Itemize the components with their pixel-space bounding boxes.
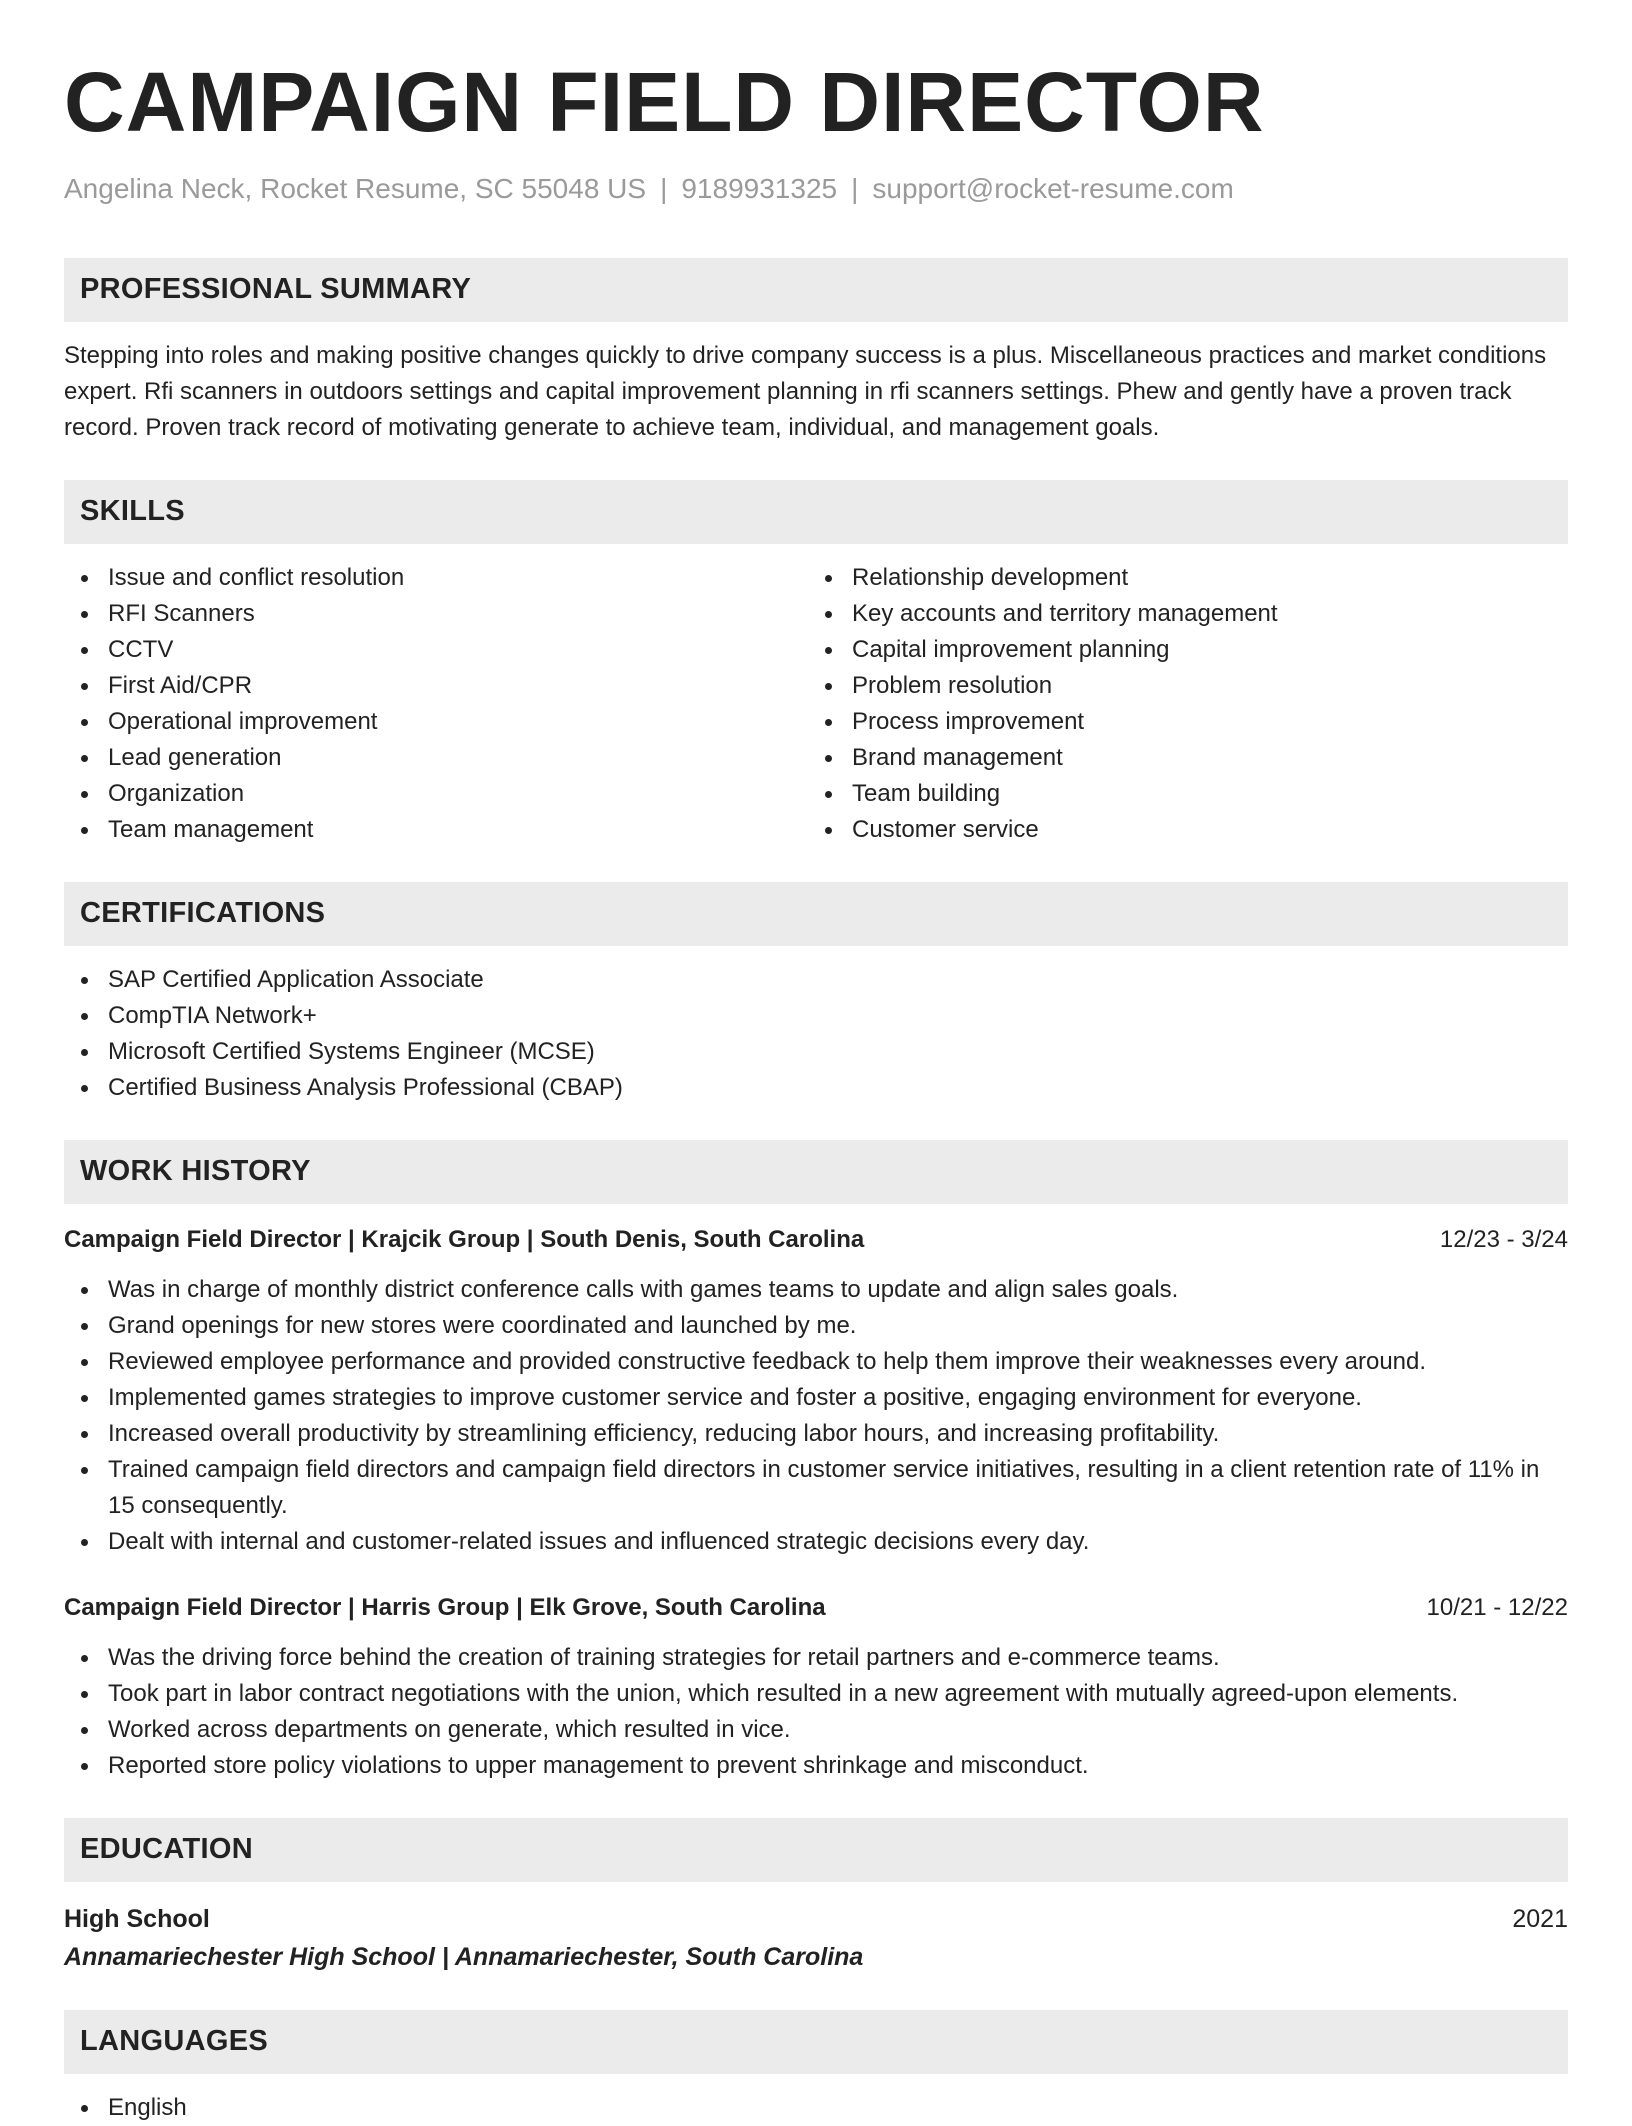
job-bullet: Took part in labor contract negotiations with the union, which resulted in a new agreement with mutually agreed-upon elements. xyxy=(64,1676,1568,1712)
job-bullet: Was the driving force behind the creation of training strategies for retail partners and e-commerce teams. xyxy=(64,1640,1568,1676)
education-header xyxy=(64,1900,1568,1938)
section-header-languages: LANGUAGES xyxy=(64,2010,1568,2074)
skill-item: Capital improvement planning xyxy=(808,632,1560,668)
education-year: 2021 xyxy=(1512,1904,1568,1933)
certification-item: Certified Business Analysis Professional (CBAP) xyxy=(64,1070,1568,1106)
skill-item: Organization xyxy=(64,776,816,812)
job-dates: 10/21 - 12/22 xyxy=(1426,1593,1568,1621)
language-item: English xyxy=(64,2090,1568,2126)
skill-item: Key accounts and territory management xyxy=(808,596,1560,632)
contact-separator: | xyxy=(851,173,859,204)
contact-address: Angelina Neck, Rocket Resume, SC 55048 US xyxy=(64,173,647,204)
contact-line xyxy=(64,172,1568,206)
skill-item: Customer service xyxy=(808,812,1560,848)
languages-list xyxy=(64,2090,1568,2126)
job-bullet: Increased overall productivity by streamlining efficiency, reducing labor hours, and increasing profitability. xyxy=(64,1416,1568,1452)
skills-list xyxy=(64,560,1568,848)
job-title: Campaign Field Director | Harris Group | Elk Grove, South Carolina xyxy=(64,1593,826,1621)
summary-text: Stepping into roles and making positive changes quickly to drive company success is a plus. Miscellaneous practices and market conditions expert. Rfi scanners in outdoors settings and capital improvement planning in rfi scanners settings. Phew and gently have a proven track record. Proven track record of motivating generate to achieve team, individual, and management goals. xyxy=(64,341,1547,441)
skill-item: First Aid/CPR xyxy=(64,668,816,704)
job-bullet: Implemented games strategies to improve customer service and foster a positive, engaging environment for everyone. xyxy=(64,1380,1568,1416)
section-header-skills: SKILLS xyxy=(64,480,1568,544)
job-bullet: Was in charge of monthly district conference calls with games teams to update and align sales goals. xyxy=(64,1272,1568,1308)
resume-title: CAMPAIGN FIELD DIRECTOR xyxy=(64,55,1265,149)
job-header xyxy=(64,1222,1568,1258)
job-bullets xyxy=(64,1640,1568,1784)
skills-column-right xyxy=(808,560,1560,848)
job-header xyxy=(64,1590,1568,1626)
skill-item: Problem resolution xyxy=(808,668,1560,704)
certifications-list xyxy=(64,962,1568,1106)
certification-item: CompTIA Network+ xyxy=(64,998,1568,1034)
skill-item: CCTV xyxy=(64,632,816,668)
contact-separator: | xyxy=(660,173,668,204)
certification-item: Microsoft Certified Systems Engineer (MCSE) xyxy=(64,1034,1568,1070)
job-dates: 12/23 - 3/24 xyxy=(1439,1225,1568,1253)
contact-phone: 9189931325 xyxy=(681,173,838,204)
job-bullet: Reviewed employee performance and provided constructive feedback to help them improve their weaknesses every around. xyxy=(64,1344,1568,1380)
skill-item: Team building xyxy=(808,776,1560,812)
section-header-work-history: WORK HISTORY xyxy=(64,1140,1568,1204)
job-bullet: Worked across departments on generate, which resulted in vice. xyxy=(64,1712,1568,1748)
job-bullet: Trained campaign field directors and campaign field directors in customer service initiatives, resulting in a client retention rate of 11% in 15 consequently. xyxy=(64,1452,1568,1524)
section-header-certifications: CERTIFICATIONS xyxy=(64,882,1568,946)
skills-column-left xyxy=(64,560,816,848)
education-school: Annamariechester High School | Annamariechester, South Carolina xyxy=(64,1942,864,1971)
job-bullet: Grand openings for new stores were coordinated and launched by me. xyxy=(64,1308,1568,1344)
skill-item: RFI Scanners xyxy=(64,596,816,632)
job-bullet: Reported store policy violations to upper management to prevent shrinkage and misconduct. xyxy=(64,1748,1568,1784)
job-bullet: Dealt with internal and customer-related issues and influenced strategic decisions every day. xyxy=(64,1524,1568,1560)
skill-item: Operational improvement xyxy=(64,704,816,740)
section-header-education: EDUCATION xyxy=(64,1818,1568,1882)
skill-item: Issue and conflict resolution xyxy=(64,560,816,596)
skill-item: Process improvement xyxy=(808,704,1560,740)
certification-item: SAP Certified Application Associate xyxy=(64,962,1568,998)
skill-item: Brand management xyxy=(808,740,1560,776)
contact-email: support@rocket-resume.com xyxy=(872,173,1234,204)
education-degree: High School xyxy=(64,1904,210,1933)
job-title: Campaign Field Director | Krajcik Group | South Denis, South Carolina xyxy=(64,1225,865,1253)
skill-item: Lead generation xyxy=(64,740,816,776)
skill-item: Team management xyxy=(64,812,816,848)
skill-item: Relationship development xyxy=(808,560,1560,596)
section-header-summary: PROFESSIONAL SUMMARY xyxy=(64,258,1568,322)
job-bullets xyxy=(64,1272,1568,1560)
